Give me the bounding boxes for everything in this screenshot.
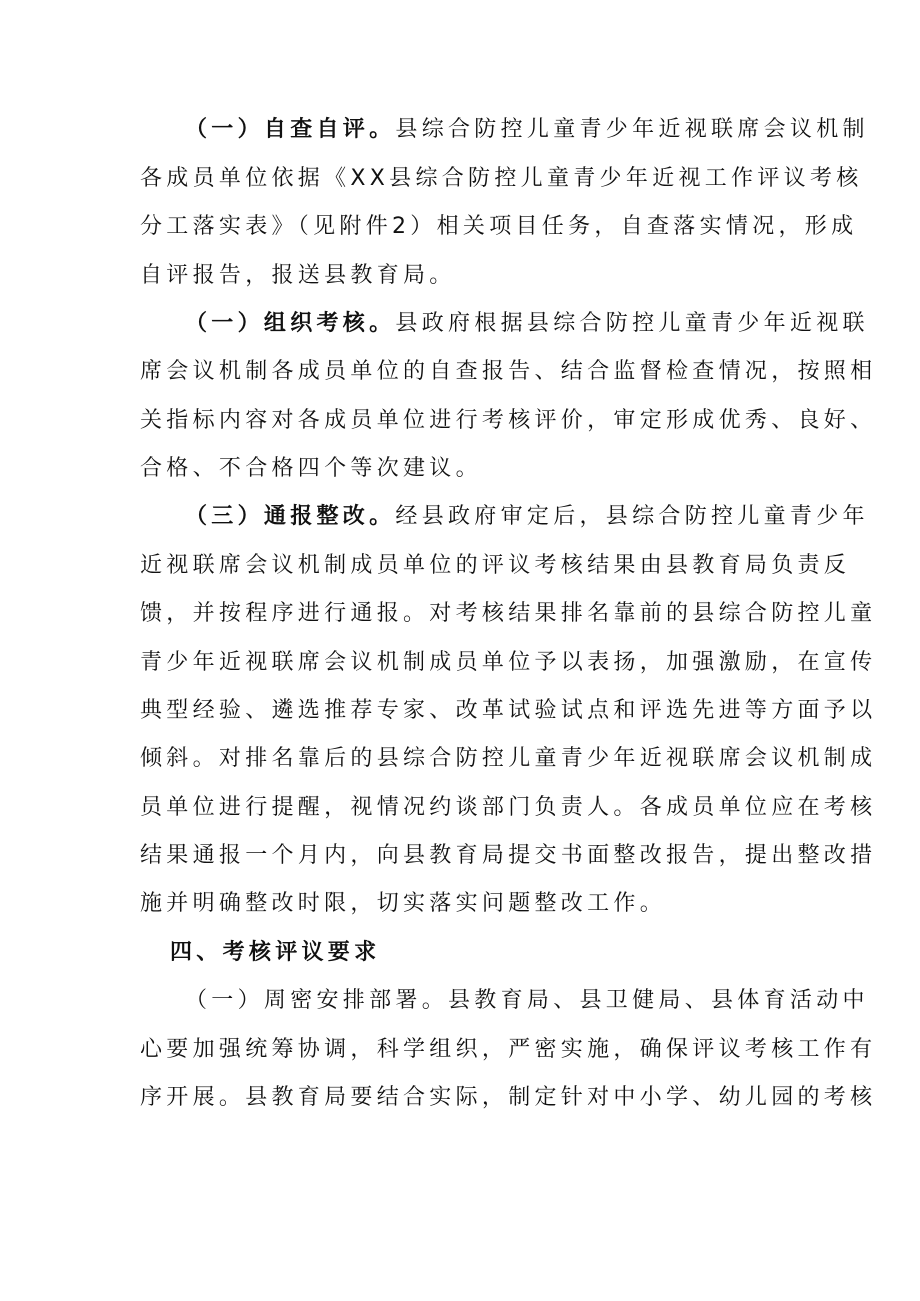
section-3-text-5: 倾斜。对排名靠后的县综合防控儿童青少年近视联席会议机制成: [140, 746, 877, 771]
section-4-text-1: 心要加强统筹协调，科学组织，严密实施，确保评议考核工作有: [140, 1037, 877, 1062]
section-3-first-line: [185, 502, 869, 532]
section-3-text-2: 馈，并按程序进行通报。对考核结果排名靠前的县综合防控儿童: [140, 601, 877, 626]
section-3-text-0: 经县政府审定后，县综合防控儿童青少年: [395, 504, 869, 529]
section-1-heading: （一）自查自评。: [185, 117, 396, 142]
section-4-text-2: 序开展。县教育局要结合实际，制定针对中小学、幼儿园的考核: [140, 1085, 877, 1110]
section-1-text-2: 分工落实表》（见附件2）相关项目任务，自查落实情况，形成: [140, 214, 858, 239]
section-1-first-line: [185, 115, 869, 145]
section-2-text-3: 合格、不合格四个等次建议。: [140, 456, 482, 481]
section-2-text-0: 县政府根据县综合防控儿童青少年近视联: [395, 311, 869, 336]
section-4-heading: 四、考核评议要求: [170, 940, 381, 965]
section-3-text-1: 近视联席会议机制成员单位的评议考核结果由县教育局负责反: [140, 553, 851, 578]
section-3-text-8: 施并明确整改时限，切实落实问题整改工作。: [140, 891, 667, 916]
section-2-text-2: 关指标内容对各成员单位进行考核评价，审定形成优秀、良好、: [140, 408, 877, 433]
section-2-first-line: [185, 309, 869, 339]
section-2-text-1: 席会议机制各成员单位的自查报告、结合监督检查情况，按照相: [140, 359, 877, 384]
section-1-text-3: 自评报告，报送县教育局。: [140, 263, 456, 288]
section-4-text-0: （一）周密安排部署。县教育局、县卫健局、县体育活动中: [185, 988, 869, 1013]
section-3-heading: （三）通报整改。: [185, 504, 396, 529]
section-1-text-0: 县综合防控儿童青少年近视联席会议机制: [395, 117, 869, 142]
section-2-heading: （一）组织考核。: [185, 311, 396, 336]
section-3-text-6: 员单位进行提醒，视情况约谈部门负责人。各成员单位应在考核: [140, 795, 877, 820]
section-3-text-7: 结果通报一个月内，向县教育局提交书面整改报告，提出整改措: [140, 843, 877, 868]
section-1-text-1: 各成员单位依据《XX县综合防控儿童青少年近视工作评议考核: [140, 166, 863, 191]
section-3-text-4: 典型经验、遴选推荐专家、改革试验试点和评选先进等方面予以: [140, 698, 877, 723]
section-3-text-3: 青少年近视联席会议机制成员单位予以表扬，加强激励，在宣传: [140, 650, 877, 675]
